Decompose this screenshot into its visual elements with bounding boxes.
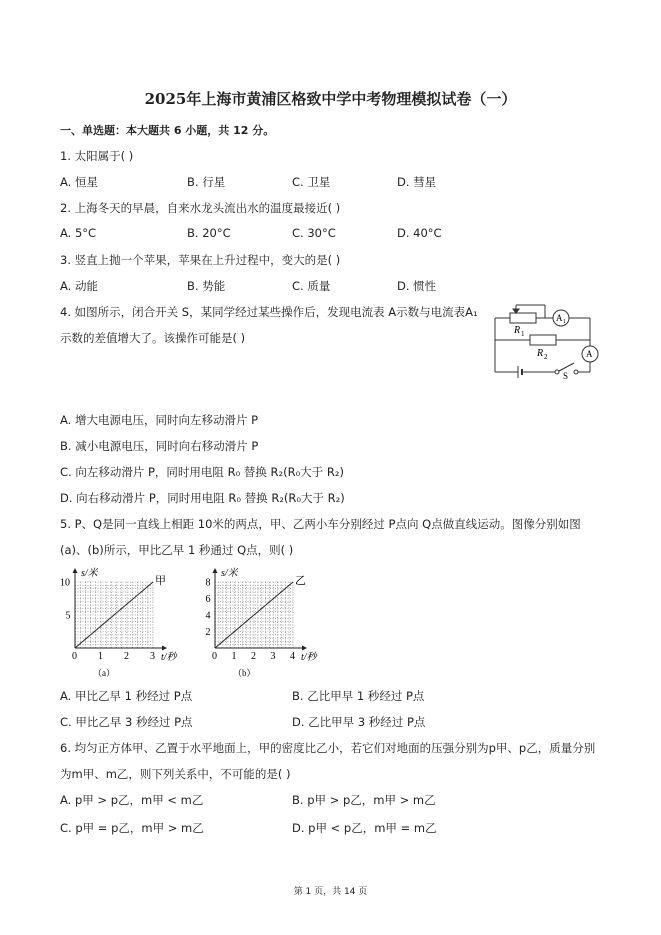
page-title: 2025年上海市黄浦区格致中学中考物理模拟试卷（一）: [144, 90, 517, 108]
y-axis-arrow: [73, 568, 78, 573]
q5-chart-a: [55, 562, 190, 680]
q4-circuit-diagram: [490, 300, 605, 380]
label-r1: R: [514, 325, 521, 336]
q6-option-b: B. p甲 > p乙，m甲 > m乙: [292, 793, 436, 807]
chart-caption: （a）: [93, 668, 115, 678]
q1-option-b: B. 行星: [187, 175, 226, 189]
y-tick-label: 10: [60, 577, 70, 589]
x-tick-label: 2: [124, 651, 129, 662]
x-tick-label: 3: [270, 651, 276, 662]
q4-option-a: A. 增大电源电压，同时向左移动滑片 P: [60, 413, 259, 427]
y-tick-label: 6: [205, 594, 211, 605]
x-axis-arrow: [302, 646, 307, 651]
q4-stem-line1: 4. 如图所示，闭合开关 S，某同学经过某些操作后，发现电流表 A示数与电流表A₁: [60, 305, 478, 319]
q2-option-b: B. 20°C: [187, 226, 231, 240]
q4-option-b: B. 减小电源电压，同时向右移动滑片 P: [60, 439, 259, 453]
x-tick-label: 0: [72, 651, 77, 662]
q6-option-a: A. p甲 > p乙，m甲 < m乙: [60, 793, 204, 807]
q5-chart-b: [195, 562, 330, 680]
x-tick-label: 1: [231, 651, 237, 662]
q6-option-d: D. p甲 < p乙，m甲 = m乙: [292, 821, 437, 835]
q5-option-b: B. 乙比甲早 1 秒经过 P点: [292, 689, 425, 703]
q1-option-d: D. 彗星: [397, 175, 437, 189]
q4-option-c: C. 向左移动滑片 P，同时用电阻 R₀ 替换 R₂(R₀大于 R₂): [60, 465, 344, 479]
y-tick-label: 8: [205, 577, 211, 589]
label-r2-sub: 2: [544, 353, 548, 361]
page-footer: 第 1 页，共 14 页: [293, 887, 368, 897]
q3-stem: 3. 竖直上抛一个苹果，苹果在上升过程中，变大的是( ): [60, 253, 341, 267]
q1-stem: 1. 太阳属于( ): [60, 149, 134, 163]
label-a1: A: [556, 313, 563, 323]
q2-stem: 2. 上海冬天的早晨，自来水龙头流出水的温度最接近( ): [60, 201, 341, 215]
x-tick-label: 2: [251, 651, 256, 662]
label-a: A: [586, 349, 593, 359]
q5-option-d: D. 乙比甲早 3 秒经过 P点: [292, 715, 426, 729]
y-axis-arrow: [213, 568, 218, 573]
y-axis-label: s/米: [221, 568, 238, 579]
q1-option-c: C. 卫星: [292, 175, 331, 189]
resistor-r2: [530, 335, 556, 345]
chart-caption: （b）: [233, 668, 256, 678]
q5-stem-line1: 5. P、Q是同一直线上相距 10米的两点，甲、乙两小车分别经过 P点向 Q点做直线运动。图像分别如图: [60, 517, 581, 531]
x-tick-label: 3: [150, 651, 155, 662]
series-line-甲: [75, 582, 153, 648]
resistor-r1: [510, 313, 536, 323]
q3-option-b: B. 势能: [187, 279, 226, 293]
q6-stem-line1: 6. 均匀正方体甲、乙置于水平地面上，甲的密度比乙小，若它们对地面的压强分别为p甲、p乙，质量分别: [60, 741, 596, 755]
x-axis-label: t/秒: [161, 652, 177, 663]
q3-option-a: A. 动能: [60, 279, 98, 293]
q3-option-d: D. 惯性: [397, 279, 437, 293]
switch-s: [559, 363, 574, 371]
x-axis-label: t/秒: [301, 652, 317, 663]
q4-option-d: D. 向右移动滑片 P，同时用电阻 R₀ 替换 R₂(R₀大于 R₂): [60, 491, 345, 505]
y-axis-label: s/米: [81, 568, 98, 579]
y-tick-label: 4: [205, 610, 211, 622]
q5-option-c: C. 甲比乙早 3 秒经过 P点: [60, 715, 193, 729]
series-label: 乙: [295, 575, 306, 587]
x-tick-label: 1: [98, 651, 103, 662]
label-s: S: [563, 371, 569, 380]
series-label: 甲: [155, 575, 166, 587]
y-tick-label: 2: [205, 627, 211, 638]
label-r2: R: [537, 348, 544, 359]
q2-option-a: A. 5°C: [60, 226, 97, 240]
q4-stem-line2: 示数的差值增大了。该操作可能是( ): [60, 331, 246, 345]
x-axis-arrow: [162, 646, 167, 651]
q1-option-a: A. 恒星: [60, 175, 98, 189]
q5-stem-line2: (a)、(b)所示，甲比乙早 1 秒通过 Q点，则( ): [60, 543, 294, 557]
q2-option-c: C. 30°C: [292, 226, 336, 240]
label-a1-sub: 1: [563, 319, 566, 325]
y-tick-label: 5: [65, 610, 71, 622]
q3-option-c: C. 质量: [292, 279, 331, 293]
q6-stem-line2: 为m甲、m乙，则下列关系中，不可能的是( ): [60, 767, 291, 781]
q5-option-a: A. 甲比乙早 1 秒经过 P点: [60, 689, 193, 703]
x-tick-label: 0: [212, 651, 217, 662]
section-heading: 一、单选题：本大题共 6 小题，共 12 分。: [60, 124, 275, 137]
label-r1-sub: 1: [521, 330, 525, 338]
x-tick-label: 4: [290, 651, 295, 662]
q2-option-d: D. 40°C: [397, 226, 442, 240]
q6-option-c: C. p甲 = p乙，m甲 > m乙: [60, 821, 204, 835]
